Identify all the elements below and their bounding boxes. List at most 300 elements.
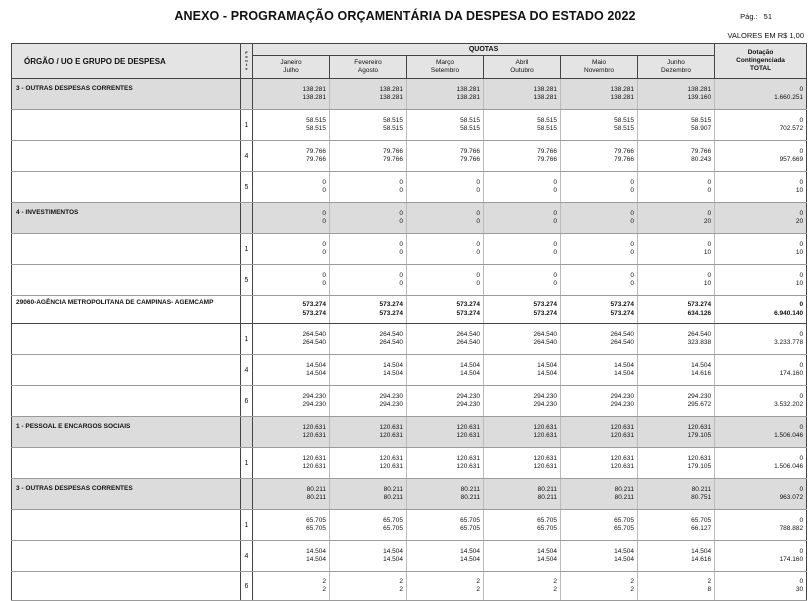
- second-half-value: 10: [703, 280, 712, 287]
- second-half-value: 573.274: [533, 309, 557, 317]
- second-half-value: 138.281: [456, 94, 480, 101]
- first-half-value: 80.211: [614, 485, 634, 493]
- month-header: [638, 56, 715, 79]
- quota-cell: [561, 141, 638, 172]
- first-half-value: 0: [322, 271, 326, 279]
- quota-cell: [407, 355, 484, 386]
- second-half-value: 58.515: [383, 125, 403, 132]
- second-half-value: 20: [795, 218, 804, 225]
- orgao-header: ÓRGÃO / UO E GRUPO DE DESPESA: [12, 44, 241, 79]
- first-half-value: 65.705: [691, 516, 712, 524]
- second-half-value: 14.616: [691, 370, 712, 377]
- report-title: ANEXO - PROGRAMAÇÃO ORÇAMENTÁRIA DA DESPESA DO ESTADO 2022: [174, 9, 636, 23]
- month-second-half: Setembro: [430, 67, 460, 74]
- first-half-value: 14.504: [383, 361, 403, 369]
- second-half-value: 65.705: [306, 525, 326, 532]
- quota-cell: [561, 417, 638, 448]
- row-description: 1 - PESSOAL E ENCARGOS SOCIAIS: [12, 417, 241, 448]
- quota-cell: [253, 296, 330, 324]
- first-half-value: 138.281: [533, 85, 557, 93]
- fonte-letter: e: [245, 66, 248, 71]
- fonte-header: [241, 44, 253, 79]
- second-half-value: 14.504: [383, 370, 403, 377]
- table-row: [12, 510, 807, 541]
- quota-cell: [638, 141, 715, 172]
- dotacao-header: [715, 44, 807, 79]
- quota-cell: [484, 203, 561, 234]
- row-description: 29060-AGÊNCIA METROPOLITANA DE CAMPINAS- AGEMCAMP: [12, 296, 241, 324]
- first-half-value: 0: [799, 240, 804, 248]
- first-half-value: 0: [399, 240, 403, 248]
- first-half-value: 0: [707, 209, 712, 217]
- quota-cell: [253, 79, 330, 110]
- second-half-value: 14.504: [537, 370, 557, 377]
- second-half-value: 65.705: [383, 525, 403, 532]
- total-cell: [715, 203, 807, 234]
- quota-cell: [407, 510, 484, 541]
- quota-cell: [330, 203, 407, 234]
- quota-cell: [638, 541, 715, 572]
- row-fonte: 4: [241, 141, 253, 172]
- quota-cell: [330, 355, 407, 386]
- second-half-value: 30: [795, 586, 804, 593]
- first-half-value: 58.515: [460, 116, 480, 124]
- first-half-value: 0: [799, 209, 804, 217]
- first-half-value: 120.631: [533, 454, 557, 462]
- page-label: Pág.:: [740, 12, 758, 21]
- quota-cell: [484, 296, 561, 324]
- second-half-value: 0: [322, 280, 326, 287]
- second-half-value: 8: [707, 586, 712, 593]
- quota-cell: [407, 572, 484, 601]
- quota-cell: [561, 296, 638, 324]
- quota-cell: [638, 386, 715, 417]
- first-half-value: 14.504: [460, 361, 480, 369]
- quota-cell: [484, 417, 561, 448]
- quota-cell: [484, 448, 561, 479]
- second-half-value: 80.211: [614, 494, 634, 501]
- second-half-value: 6.940.140: [774, 309, 804, 317]
- first-half-value: 65.705: [460, 516, 480, 524]
- second-half-value: 264.540: [533, 339, 557, 346]
- row-fonte: 1: [241, 110, 253, 141]
- first-half-value: 2: [707, 577, 712, 585]
- second-half-value: 2: [399, 586, 403, 593]
- first-half-value: 14.504: [691, 361, 712, 369]
- total-cell: [715, 79, 807, 110]
- quota-cell: [638, 203, 715, 234]
- first-half-value: 58.515: [537, 116, 557, 124]
- second-half-value: 3.233.778: [774, 339, 804, 346]
- first-half-value: 573.274: [610, 301, 634, 308]
- month-second-half: Outubro: [510, 67, 534, 74]
- first-half-value: 0: [799, 547, 804, 555]
- quota-cell: [561, 79, 638, 110]
- quota-cell: [253, 417, 330, 448]
- second-half-value: 58.515: [306, 125, 326, 132]
- quota-cell: [484, 79, 561, 110]
- row-description: [12, 265, 241, 296]
- quota-cell: [561, 572, 638, 601]
- second-half-value: 58.515: [614, 125, 634, 132]
- second-half-value: 120.631: [533, 432, 557, 439]
- quota-cell: [330, 541, 407, 572]
- first-half-value: 0: [799, 330, 804, 338]
- table-row: [12, 203, 807, 234]
- row-description: [12, 172, 241, 203]
- table-row: [12, 110, 807, 141]
- row-fonte: [241, 296, 253, 324]
- second-half-value: 120.631: [533, 463, 557, 470]
- first-half-value: 65.705: [614, 516, 634, 524]
- row-fonte: 6: [241, 572, 253, 601]
- quota-cell: [638, 510, 715, 541]
- quota-cell: [330, 572, 407, 601]
- second-half-value: 120.631: [456, 432, 480, 439]
- table-row: [12, 572, 807, 601]
- quota-cell: [407, 386, 484, 417]
- second-half-value: 80.211: [383, 494, 403, 501]
- quota-cell: [253, 541, 330, 572]
- quota-cell: [484, 510, 561, 541]
- second-half-value: 138.281: [379, 94, 403, 101]
- first-half-value: 79.766: [691, 147, 712, 155]
- quota-cell: [638, 265, 715, 296]
- quota-cell: [561, 355, 638, 386]
- month-header: [253, 56, 330, 79]
- second-half-value: 80.751: [691, 494, 712, 501]
- quota-cell: [638, 324, 715, 355]
- first-half-value: 14.504: [614, 547, 634, 555]
- first-half-value: 264.540: [379, 330, 403, 338]
- first-half-value: 79.766: [383, 147, 403, 155]
- month-first-half: Fevereiro: [354, 59, 382, 66]
- second-half-value: 138.281: [533, 94, 557, 101]
- row-fonte: 1: [241, 234, 253, 265]
- first-half-value: 0: [322, 209, 326, 217]
- second-half-value: 79.766: [383, 156, 403, 163]
- first-half-value: 2: [553, 577, 557, 585]
- first-half-value: 65.705: [537, 516, 557, 524]
- first-half-value: 138.281: [456, 85, 480, 93]
- first-half-value: 294.230: [533, 392, 557, 400]
- first-half-value: 65.705: [306, 516, 326, 524]
- first-half-value: 0: [399, 209, 403, 217]
- first-half-value: 294.230: [456, 392, 480, 400]
- row-fonte: 1: [241, 324, 253, 355]
- dotacao-label: Dotação: [747, 49, 774, 56]
- first-half-value: 0: [476, 240, 480, 248]
- quota-cell: [253, 355, 330, 386]
- second-half-value: 14.504: [460, 370, 480, 377]
- second-half-value: 573.274: [302, 309, 326, 317]
- total-cell: [715, 448, 807, 479]
- first-half-value: 0: [476, 178, 480, 186]
- second-half-value: 0: [399, 187, 403, 194]
- quota-cell: [484, 479, 561, 510]
- total-cell: [715, 572, 807, 601]
- table-row: [12, 141, 807, 172]
- second-half-value: 80.243: [691, 156, 712, 163]
- second-half-value: 0: [322, 187, 326, 194]
- second-half-value: 957.669: [779, 156, 804, 163]
- quota-cell: [407, 479, 484, 510]
- quota-cell: [330, 417, 407, 448]
- first-half-value: 294.230: [687, 392, 712, 400]
- second-half-value: 58.907: [691, 125, 712, 132]
- second-half-value: 0: [322, 218, 326, 225]
- first-half-value: 14.504: [691, 547, 712, 555]
- row-fonte: [241, 417, 253, 448]
- quota-cell: [253, 203, 330, 234]
- quota-cell: [561, 234, 638, 265]
- first-half-value: 0: [799, 271, 804, 279]
- second-half-value: 66.127: [691, 525, 712, 532]
- first-half-value: 2: [630, 577, 634, 585]
- quota-cell: [638, 572, 715, 601]
- second-half-value: 702.572: [779, 125, 804, 132]
- quota-cell: [330, 110, 407, 141]
- first-half-value: 58.515: [614, 116, 634, 124]
- first-half-value: 0: [322, 240, 326, 248]
- second-half-value: 0: [399, 218, 403, 225]
- quota-cell: [330, 265, 407, 296]
- quota-cell: [407, 234, 484, 265]
- first-half-value: 0: [707, 240, 712, 248]
- first-half-value: 0: [799, 454, 804, 462]
- first-half-value: 80.211: [691, 485, 712, 493]
- second-half-value: 120.631: [610, 432, 634, 439]
- quota-cell: [561, 110, 638, 141]
- second-half-value: 2: [476, 586, 480, 593]
- month-second-half: Julho: [283, 67, 299, 74]
- second-half-value: 14.504: [306, 370, 326, 377]
- quota-cell: [253, 110, 330, 141]
- row-fonte: 1: [241, 448, 253, 479]
- quota-cell: [407, 417, 484, 448]
- first-half-value: 79.766: [537, 147, 557, 155]
- quota-cell: [638, 110, 715, 141]
- first-half-value: 0: [630, 271, 634, 279]
- row-description: [12, 541, 241, 572]
- first-half-value: 294.230: [379, 392, 403, 400]
- total-label: TOTAL: [750, 65, 772, 72]
- first-half-value: 120.631: [533, 423, 557, 431]
- quota-cell: [253, 141, 330, 172]
- second-half-value: 1.506.046: [774, 463, 804, 470]
- second-half-value: 3.532.202: [774, 401, 804, 408]
- first-half-value: 573.274: [456, 301, 480, 308]
- first-half-value: 120.631: [302, 454, 326, 462]
- row-description: [12, 448, 241, 479]
- second-half-value: 0: [553, 218, 557, 225]
- quota-cell: [407, 265, 484, 296]
- table-row: [12, 417, 807, 448]
- row-description: [12, 510, 241, 541]
- first-half-value: 0: [399, 178, 403, 186]
- second-half-value: 138.281: [302, 94, 326, 101]
- first-half-value: 0: [553, 271, 557, 279]
- first-half-value: 0: [799, 116, 804, 124]
- total-cell: [715, 296, 807, 324]
- table-row: [12, 265, 807, 296]
- first-half-value: 264.540: [456, 330, 480, 338]
- quota-cell: [484, 172, 561, 203]
- month-header: [561, 56, 638, 79]
- row-fonte: 4: [241, 541, 253, 572]
- quota-cell: [638, 417, 715, 448]
- quota-cell: [407, 141, 484, 172]
- total-cell: [715, 172, 807, 203]
- first-half-value: 58.515: [691, 116, 712, 124]
- table-row: [12, 296, 807, 324]
- total-cell: [715, 355, 807, 386]
- quota-cell: [330, 141, 407, 172]
- first-half-value: 573.274: [687, 301, 712, 308]
- first-half-value: 79.766: [460, 147, 480, 155]
- first-half-value: 14.504: [537, 547, 557, 555]
- quota-cell: [561, 479, 638, 510]
- quota-cell: [330, 448, 407, 479]
- quota-cell: [407, 448, 484, 479]
- quota-cell: [407, 79, 484, 110]
- table-row: [12, 172, 807, 203]
- quota-cell: [561, 541, 638, 572]
- second-half-value: 80.211: [537, 494, 557, 501]
- month-second-half: Agosto: [357, 67, 379, 74]
- second-half-value: 139.160: [687, 94, 712, 101]
- first-half-value: 264.540: [533, 330, 557, 338]
- second-half-value: 80.211: [306, 494, 326, 501]
- second-half-value: 174.160: [779, 370, 804, 377]
- quota-cell: [407, 324, 484, 355]
- second-half-value: 0: [399, 249, 403, 256]
- page-number: 51: [763, 12, 772, 21]
- quota-cell: [484, 324, 561, 355]
- first-half-value: 138.281: [610, 85, 634, 93]
- fonte-letter: n: [245, 58, 248, 63]
- second-half-value: 0: [630, 187, 634, 194]
- quota-cell: [638, 79, 715, 110]
- quota-cell: [561, 172, 638, 203]
- first-half-value: 0: [799, 361, 804, 369]
- total-cell: [715, 479, 807, 510]
- table-row: [12, 448, 807, 479]
- quota-cell: [407, 172, 484, 203]
- quota-cell: [407, 541, 484, 572]
- second-half-value: 138.281: [610, 94, 634, 101]
- first-half-value: 0: [399, 271, 403, 279]
- second-half-value: 14.616: [691, 556, 712, 563]
- total-cell: [715, 324, 807, 355]
- table-row: [12, 479, 807, 510]
- row-description: 3 - OUTRAS DESPESAS CORRENTES: [12, 79, 241, 110]
- quota-cell: [638, 296, 715, 324]
- quota-cell: [407, 203, 484, 234]
- second-half-value: 0: [630, 249, 634, 256]
- quota-cell: [253, 479, 330, 510]
- first-half-value: 14.504: [306, 547, 326, 555]
- second-half-value: 79.766: [306, 156, 326, 163]
- first-half-value: 0: [799, 178, 804, 186]
- second-half-value: 174.160: [779, 556, 804, 563]
- second-half-value: 10: [795, 249, 804, 256]
- first-half-value: 138.281: [687, 85, 712, 93]
- quota-cell: [330, 296, 407, 324]
- quota-cell: [407, 110, 484, 141]
- first-half-value: 0: [799, 577, 804, 585]
- row-fonte: 4: [241, 355, 253, 386]
- row-description: 3 - OUTRAS DESPESAS CORRENTES: [12, 479, 241, 510]
- quota-cell: [561, 324, 638, 355]
- first-half-value: 120.631: [610, 454, 634, 462]
- total-cell: [715, 110, 807, 141]
- second-half-value: 120.631: [302, 463, 326, 470]
- first-half-value: 573.274: [379, 301, 403, 308]
- first-half-value: 80.211: [537, 485, 557, 493]
- row-description: [12, 355, 241, 386]
- table-row: [12, 234, 807, 265]
- quota-cell: [484, 355, 561, 386]
- row-fonte: 6: [241, 386, 253, 417]
- second-half-value: 65.705: [537, 525, 557, 532]
- row-description: [12, 110, 241, 141]
- first-half-value: 573.274: [302, 301, 326, 308]
- second-half-value: 0: [322, 249, 326, 256]
- currency-note: VALORES EM R$ 1,00: [727, 31, 804, 40]
- quota-cell: [330, 479, 407, 510]
- first-half-value: 80.211: [383, 485, 403, 493]
- month-first-half: Março: [435, 59, 455, 66]
- first-half-value: 0: [799, 85, 804, 93]
- table-header: [12, 44, 807, 79]
- second-half-value: 14.504: [614, 556, 634, 563]
- quota-cell: [330, 510, 407, 541]
- quota-cell: [561, 386, 638, 417]
- quota-cell: [330, 172, 407, 203]
- first-half-value: 14.504: [614, 361, 634, 369]
- first-half-value: 14.504: [383, 547, 403, 555]
- fonte-letter: t: [245, 62, 248, 67]
- second-half-value: 120.631: [610, 463, 634, 470]
- quota-cell: [484, 110, 561, 141]
- first-half-value: 0: [476, 209, 480, 217]
- second-half-value: 2: [322, 586, 326, 593]
- second-half-value: 79.766: [460, 156, 480, 163]
- quota-cell: [253, 510, 330, 541]
- first-half-value: 0: [799, 516, 804, 524]
- first-half-value: 120.631: [456, 423, 480, 431]
- quota-cell: [638, 355, 715, 386]
- first-half-value: 0: [707, 178, 712, 186]
- first-half-value: 294.230: [302, 392, 326, 400]
- contingenciada-label: Contingenciada: [736, 57, 785, 64]
- budget-table: [11, 43, 807, 601]
- second-half-value: 963.072: [779, 494, 804, 501]
- first-half-value: 0: [553, 178, 557, 186]
- row-description: [12, 386, 241, 417]
- table-row: [12, 355, 807, 386]
- second-half-value: 0: [630, 280, 634, 287]
- second-half-value: 573.274: [456, 309, 480, 317]
- first-half-value: 0: [799, 147, 804, 155]
- second-half-value: 65.705: [460, 525, 480, 532]
- first-half-value: 294.230: [610, 392, 634, 400]
- fonte-letter: o: [245, 54, 248, 59]
- second-half-value: 14.504: [614, 370, 634, 377]
- quota-cell: [253, 324, 330, 355]
- second-half-value: 2: [630, 586, 634, 593]
